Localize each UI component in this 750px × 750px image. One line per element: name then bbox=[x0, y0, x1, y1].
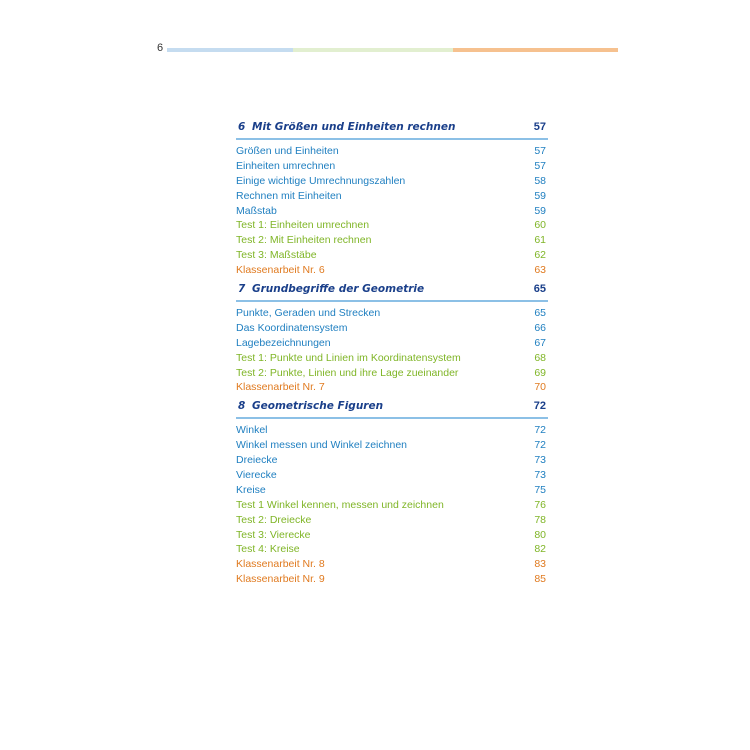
toc-entry-topic[interactable] bbox=[236, 453, 548, 468]
toc-entry-page-number: 59 bbox=[534, 204, 546, 217]
toc-entry-title: Kreise bbox=[236, 483, 266, 496]
toc-entry-page-number: 62 bbox=[534, 249, 546, 262]
toc-entry-test[interactable] bbox=[236, 248, 548, 263]
toc-entry-page-number: 72 bbox=[534, 424, 546, 437]
toc-entry-page-number: 66 bbox=[534, 321, 546, 334]
toc-entry-page-number: 57 bbox=[534, 145, 546, 157]
chapter-heading[interactable] bbox=[236, 121, 548, 140]
toc-entry-page-number: 59 bbox=[534, 189, 546, 202]
toc-entry-topic[interactable] bbox=[236, 468, 548, 483]
toc-entry-page-number: 85 bbox=[534, 573, 546, 586]
toc-entry-page-number: 60 bbox=[534, 219, 546, 232]
toc-entry-title: Test 1 Winkel kennen, messen und zeichnen bbox=[236, 498, 444, 511]
toc-entry-page-number: 65 bbox=[534, 307, 546, 320]
toc-entry-title: Größen und Einheiten bbox=[236, 145, 339, 157]
chapter-heading-label bbox=[238, 121, 455, 133]
chapter-entry-list bbox=[236, 423, 548, 587]
toc-entry-title: Vierecke bbox=[236, 469, 277, 482]
header-bar-green bbox=[293, 48, 453, 52]
toc-entry-exam[interactable] bbox=[236, 572, 548, 587]
toc-entry-page-number: 73 bbox=[534, 469, 546, 482]
toc-entry-page-number: 57 bbox=[534, 159, 546, 172]
toc-entry-title: Test 4: Kreise bbox=[236, 543, 300, 556]
toc-entry-page-number: 68 bbox=[534, 351, 546, 364]
header-color-bars bbox=[167, 48, 618, 52]
chapter-heading[interactable] bbox=[236, 283, 548, 302]
toc-entry-exam[interactable] bbox=[236, 557, 548, 572]
toc-entry-exam[interactable] bbox=[236, 263, 548, 278]
toc-entry-topic[interactable] bbox=[236, 336, 548, 351]
toc-entry-test[interactable] bbox=[236, 351, 548, 366]
toc-entry-page-number: 75 bbox=[534, 483, 546, 496]
chapter-page-number: 57 bbox=[533, 121, 546, 133]
chapter-title: Grundbegriffe der Geometrie bbox=[252, 283, 425, 296]
toc-entry-test[interactable] bbox=[236, 498, 548, 513]
toc-entry-topic[interactable] bbox=[236, 159, 548, 174]
toc-entry-topic[interactable] bbox=[236, 144, 548, 159]
toc-entry-test[interactable] bbox=[236, 218, 548, 233]
toc-entry-page-number: 58 bbox=[534, 174, 546, 187]
toc-entry-page-number: 82 bbox=[534, 543, 546, 556]
toc-entry-title: Einheiten umrechnen bbox=[236, 159, 336, 172]
toc-entry-exam[interactable] bbox=[236, 380, 548, 395]
toc-entry-title: Test 1: Einheiten umrechnen bbox=[236, 219, 370, 232]
chapter-number: 8 bbox=[238, 400, 246, 413]
toc-entry-topic[interactable] bbox=[236, 306, 548, 321]
toc-entry-topic[interactable] bbox=[236, 423, 548, 438]
toc-entry-page-number: 61 bbox=[534, 234, 546, 247]
toc-entry-page-number: 63 bbox=[534, 264, 546, 277]
toc-entry-topic[interactable] bbox=[236, 189, 548, 204]
toc-entry-title: Einige wichtige Umrechnungszahlen bbox=[236, 174, 406, 187]
chapter-title: Geometrische Figuren bbox=[252, 400, 384, 413]
toc-entry-title: Klassenarbeit Nr. 7 bbox=[236, 381, 325, 394]
toc-entry-page-number: 73 bbox=[534, 454, 546, 467]
toc-entry-title: Maßstab bbox=[236, 204, 277, 217]
toc-entry-page-number: 80 bbox=[534, 528, 546, 541]
toc-entry-page-number: 76 bbox=[534, 498, 546, 511]
toc-entry-page-number: 83 bbox=[534, 558, 546, 571]
toc-entry-title: Klassenarbeit Nr. 8 bbox=[236, 558, 325, 571]
toc-entry-title: Punkte, Geraden und Strecken bbox=[236, 307, 381, 320]
toc-entry-title: Klassenarbeit Nr. 9 bbox=[236, 573, 325, 586]
toc-entry-page-number: 69 bbox=[534, 366, 546, 379]
header-bar-orange bbox=[453, 48, 618, 52]
chapter-heading-label bbox=[238, 400, 383, 412]
toc-entry-title: Test 2: Mit Einheiten rechnen bbox=[236, 234, 372, 247]
table-of-contents bbox=[236, 121, 548, 592]
chapter-entry-list bbox=[236, 306, 548, 395]
toc-entry-title: Klassenarbeit Nr. 6 bbox=[236, 264, 325, 277]
toc-entry-page-number: 72 bbox=[534, 439, 546, 452]
toc-entry-title: Das Koordinatensystem bbox=[236, 321, 348, 334]
toc-entry-topic[interactable] bbox=[236, 204, 548, 219]
toc-entry-title: Winkel bbox=[236, 424, 268, 437]
chapter-entry-list bbox=[236, 144, 548, 278]
chapter-page-number: 72 bbox=[533, 400, 546, 413]
header-bar-blue bbox=[167, 48, 293, 52]
toc-entry-title: Test 2: Punkte, Linien und ihre Lage zueinander bbox=[236, 366, 459, 379]
chapter-heading[interactable] bbox=[236, 400, 548, 419]
page-number: 6 bbox=[157, 42, 164, 54]
toc-entry-test[interactable] bbox=[236, 366, 548, 381]
toc-entry-page-number: 70 bbox=[534, 381, 546, 394]
toc-entry-test[interactable] bbox=[236, 542, 548, 557]
toc-entry-page-number: 67 bbox=[534, 336, 546, 349]
toc-entry-title: Test 1: Punkte und Linien im Koordinatensystem bbox=[236, 351, 461, 364]
chapter-number: 7 bbox=[238, 283, 246, 296]
chapter-heading-label bbox=[238, 283, 424, 295]
toc-entry-topic[interactable] bbox=[236, 483, 548, 498]
toc-entry-title: Test 2: Dreiecke bbox=[236, 513, 312, 526]
toc-entry-topic[interactable] bbox=[236, 321, 548, 336]
toc-entry-test[interactable] bbox=[236, 513, 548, 528]
toc-entry-page-number: 78 bbox=[534, 513, 546, 526]
chapter-page-number: 65 bbox=[533, 283, 546, 296]
toc-entry-title: Test 3: Maßstäbe bbox=[236, 249, 317, 262]
toc-entry-title: Dreiecke bbox=[236, 454, 278, 467]
toc-entry-title: Lagebezeichnungen bbox=[236, 336, 331, 349]
toc-entry-topic[interactable] bbox=[236, 438, 548, 453]
toc-entry-topic[interactable] bbox=[236, 174, 548, 189]
chapter-number: 6 bbox=[238, 121, 246, 133]
chapter-title: Mit Größen und Einheiten rechnen bbox=[252, 121, 456, 133]
toc-entry-title: Test 3: Vierecke bbox=[236, 528, 311, 541]
toc-entry-test[interactable] bbox=[236, 528, 548, 543]
toc-entry-test[interactable] bbox=[236, 233, 548, 248]
toc-entry-title: Winkel messen und Winkel zeichnen bbox=[236, 439, 407, 452]
toc-entry-title: Rechnen mit Einheiten bbox=[236, 189, 342, 202]
